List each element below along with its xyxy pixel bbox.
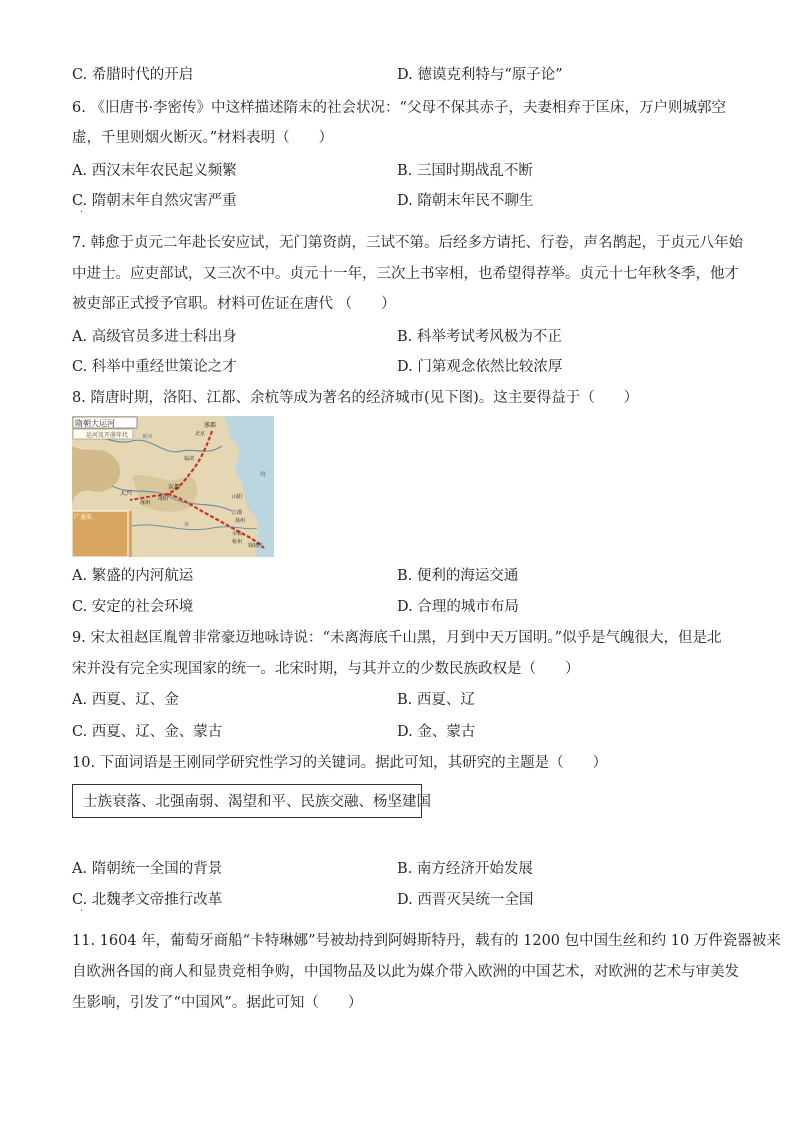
- q6-option-a: A. 西汉末年农民起义频繁: [72, 163, 237, 179]
- keywords-text: 士族衰落、北强南弱、渴望和平、民族交融、杨坚建国: [83, 794, 431, 810]
- map-label: 钱塘江: [248, 543, 264, 549]
- map-label: 扬州: [235, 518, 246, 524]
- q7-stem-line2: 中进士。应吏部试，又三次不中。贞元十一年，三次上书宰相，也希望得荐举。贞元十七年秋冬季，他才: [72, 266, 739, 282]
- map-label: 淮: [184, 522, 190, 528]
- q9-option-c: C. 西夏、辽、金、蒙古: [72, 724, 223, 740]
- q9-option-b: B. 西夏、辽: [397, 692, 475, 708]
- q7-stem-line1: 7. 韩愈于贞元二年赴长安应试，无门第资荫，三试不第。后经多方请托、行卷，声名鹊起，于贞元八年始: [72, 235, 743, 251]
- map-label: 大兴: [120, 490, 133, 497]
- q10-option-c: C. 北魏孝文帝推行改革: [72, 892, 223, 908]
- q6-option-b: B. 三国时期战乱不断: [397, 163, 533, 179]
- map-title: 隋朝大运河: [75, 419, 115, 428]
- map-label: 涿郡: [204, 422, 217, 429]
- map-label: 东都: [168, 484, 181, 491]
- map-label: 洛阳: [158, 496, 169, 502]
- q8-option-b: B. 便利的海运交通: [397, 568, 519, 584]
- stray-dot: ·: [80, 207, 84, 218]
- stray-dot: ·: [80, 906, 84, 917]
- q7-option-d: D. 门第观念依然比较浓厚: [397, 359, 563, 375]
- sui-grand-canal-map: [72, 416, 274, 557]
- map-label: 余杭: [232, 531, 243, 537]
- q6-option-c: C. 隋朝末年自然灾害严重: [72, 193, 237, 209]
- map-legend: 运河及开凿年代: [86, 432, 129, 439]
- q7-option-c: C. 科举中重经世策论之才: [72, 359, 237, 375]
- map-label: 临清: [184, 456, 195, 462]
- q7-option-b: B. 科举考试考风极为不正: [397, 329, 562, 345]
- q10-option-b: B. 南方经济开始发展: [397, 861, 533, 877]
- map-label: 海: [260, 471, 267, 478]
- q9-option-a: A. 西夏、辽、金: [72, 692, 179, 708]
- map-label: 北京: [195, 431, 206, 437]
- q11-stem-line1: 11. 1604 年，葡萄牙商船“卡特琳娜”号被劫持到阿姆斯特丹，载有的 1200 包中国生丝和约 10 万件瓷器被来: [72, 933, 781, 949]
- q11-stem-line3: 生影响，引发了“中国风”。据此可知（ ）: [72, 995, 363, 1011]
- map-label: 黄河: [142, 434, 153, 440]
- q9-stem-line2: 宋并没有完全实现国家的统一。北宋时期，与其并立的少数民族政权是（ ）: [72, 661, 580, 677]
- map-label: 涿州: [140, 500, 151, 506]
- q7-stem-line3: 被吏部正式授予官职。材料可佐证在唐代 （ ）: [72, 296, 396, 312]
- q10-stem-line1: 10. 下面词语是王刚同学研究性学习的关键词。据此可知，其研究的主题是（ ）: [72, 755, 608, 771]
- map-label: 江都: [232, 510, 243, 516]
- map-label: 山阳: [232, 494, 243, 500]
- q9-option-d: D. 金、蒙古: [397, 724, 476, 740]
- q7-option-a: A. 高级官员多进士科出身: [72, 329, 237, 345]
- map-inset-label: 广通渠: [74, 514, 93, 521]
- q8-stem-line1: 8. 隋唐时期，洛阳、江都、余杭等成为著名的经济城市(见下图)。这主要得益于（ ）: [72, 390, 639, 406]
- q9-stem-line1: 9. 宋太祖赵匡胤曾非常豪迈地咏诗说：“未离海底千山黑，月到中天万国明。”似乎是气魄很大，但是北: [72, 630, 722, 646]
- q10-option-d: D. 西晋灭吴统一全国: [397, 892, 534, 908]
- q6-stem-line2: 虚，千里则烟火断灭。”材料表明（ ）: [72, 130, 334, 146]
- q5-option-d: D. 德谟克利特与“原子论”: [397, 67, 563, 83]
- q8-option-a: A. 繁盛的内河航运: [72, 568, 194, 584]
- q6-stem-line1: 6. 《旧唐书·李密传》中这样描述隋末的社会状况：“父母不保其赤子，夫妻相弃于匡床，万户则城郭空: [72, 100, 726, 116]
- q10-option-a: A. 隋朝统一全国的背景: [72, 861, 223, 877]
- map-label: 杭州: [232, 539, 243, 545]
- q11-stem-line2: 自欧洲各国的商人和显贵竞相争购，中国物品及以此为媒介带入欧洲的中国艺术，对欧洲的艺术与审美发: [72, 964, 739, 980]
- q8-option-d: D. 合理的城市布局: [397, 599, 519, 615]
- q5-option-c: C. 希腊时代的开启: [72, 67, 194, 83]
- q8-option-c: C. 安定的社会环境: [72, 599, 194, 615]
- q6-option-d: D. 隋朝末年民不聊生: [397, 193, 534, 209]
- keywords-box: [72, 784, 431, 818]
